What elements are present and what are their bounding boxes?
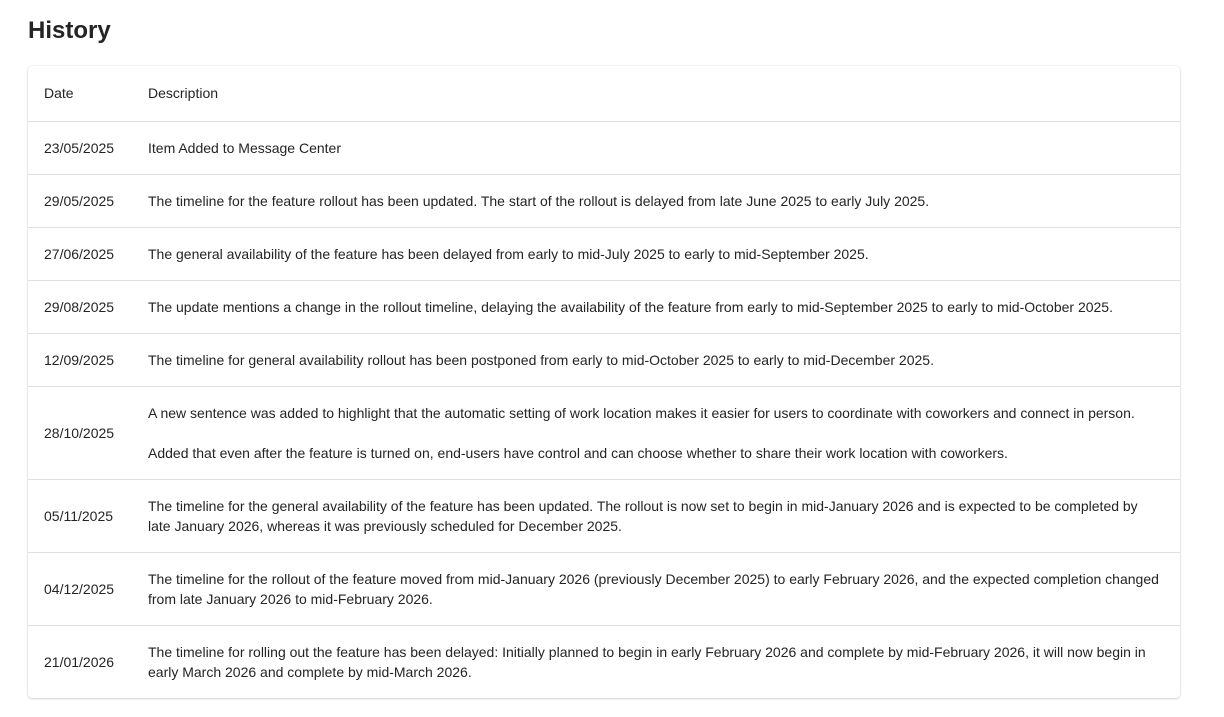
- table-row: [28, 386, 1180, 479]
- table-row: [28, 227, 1180, 280]
- row-date: 23/05/2025: [28, 121, 148, 174]
- description-paragraph: Item Added to Message Center: [148, 139, 341, 156]
- row-description: [148, 625, 1180, 698]
- table-row: [28, 333, 1180, 386]
- description-paragraph: The update mentions a change in the rollout timeline, delaying the availability of the feature from early to mid-September 2025 to early to mid-October 2025.: [148, 298, 1113, 315]
- history-table: [28, 66, 1180, 698]
- table-header: [28, 66, 1180, 121]
- row-date: 12/09/2025: [28, 333, 148, 386]
- column-header-date[interactable]: Date: [28, 66, 148, 121]
- table-body: [28, 121, 1180, 698]
- row-date: 27/06/2025: [28, 227, 148, 280]
- history-table-card: [28, 66, 1180, 698]
- row-description: [148, 227, 1180, 280]
- row-description: [148, 280, 1180, 333]
- row-date: 29/08/2025: [28, 280, 148, 333]
- description-paragraph: The timeline for the rollout of the feature moved from mid-January 2026 (previously December 2025) to early February 2026, and the expected completion changed from late January 2026 to mid-February 2026.: [148, 570, 1159, 607]
- row-date: 21/01/2026: [44, 653, 115, 670]
- table-row: [28, 552, 1180, 625]
- row-date: 29/05/2025: [28, 174, 148, 227]
- table-row: [28, 121, 1180, 174]
- description-paragraph: A new sentence was added to highlight that the automatic setting of work location makes it easier for users to coordinate with coworkers and connect in person.: [148, 404, 1135, 421]
- page-title: History: [28, 17, 111, 44]
- row-description: [148, 479, 1180, 552]
- header-row: [28, 66, 1180, 121]
- row-description: [148, 386, 1180, 479]
- description-paragraph: The timeline for rolling out the feature has been delayed: Initially planned to begin in early February 2026 and complete by mid-February 2026, it will now begin in early March 2026 and complete by mid-March 2026.: [148, 643, 1146, 680]
- row-description: [148, 174, 1180, 227]
- table-row: [28, 174, 1180, 227]
- row-date: 28/10/2025: [28, 386, 148, 479]
- description-paragraph: The timeline for the general availability of the feature has been updated. The rollout is now set to begin in mid-January 2026 and is expected to be completed by late January 2026, whereas it was previously scheduled for December 2025.: [148, 497, 1138, 534]
- description-paragraph: The timeline for the feature rollout has been updated. The start of the rollout is delayed from late June 2025 to early July 2025.: [148, 192, 930, 209]
- row-description: [148, 333, 1180, 386]
- table-row: [28, 280, 1180, 333]
- table-row: [28, 479, 1180, 552]
- column-header-description[interactable]: Description: [148, 66, 1180, 121]
- row-date: 05/11/2025: [28, 479, 148, 552]
- description-paragraph: The timeline for general availability rollout has been postponed from early to mid-October 2025 to early to mid-December 2025.: [148, 351, 934, 368]
- description-paragraph: Added that even after the feature is turned on, end-users have control and can choose whether to share their work location with coworkers.: [148, 444, 1008, 461]
- description-paragraph: The general availability of the feature has been delayed from early to mid-July 2025 to early to mid-September 2025.: [148, 245, 869, 262]
- table-row: [28, 625, 1180, 698]
- row-date: 04/12/2025: [28, 552, 148, 625]
- row-description: [148, 121, 1180, 174]
- row-description: [148, 552, 1180, 625]
